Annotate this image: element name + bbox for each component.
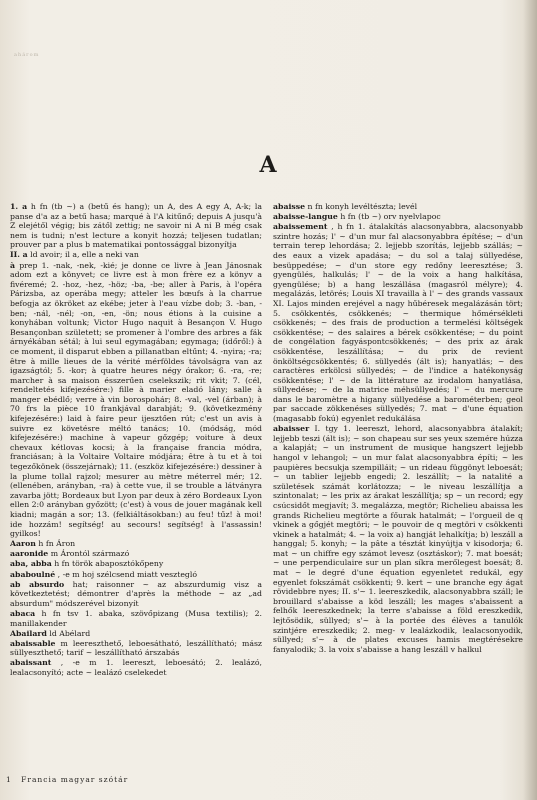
- entry-headword: Abailard: [10, 628, 47, 638]
- entry-headword: aaronide: [10, 549, 49, 559]
- entry-headword: abaissement: [273, 222, 328, 232]
- entry-headword: à: [10, 260, 16, 270]
- dictionary-entry: [10, 261, 262, 539]
- right-column: [273, 202, 523, 762]
- entry-headword: abaisse-langue: [273, 212, 338, 222]
- entry-definition: m leereszthető, leboesátható, leszállítható; mász süllyeszthető; tarif ~ leszállítható árszabás: [10, 638, 262, 658]
- entry-headword: 1. a: [10, 202, 28, 211]
- entry-headword: ababoulné: [10, 569, 56, 579]
- entry-headword: ab absurdo: [10, 579, 65, 589]
- entry-headword: abaca: [10, 608, 36, 618]
- entry-definition: h fn (tb ~) orv nyelvlapoc: [337, 212, 441, 222]
- entry-definition: , h fn 1. átalakítás alacsonyabbra, alacsonyabb szintre hozás; l' ~ d'un mur fal alacsonyabbra építése; ~ d'un terrain terep lehordása; 2. lejjebb szorítás, lejjebb szállás; ~ des eaux a vizek apadása; ~ du sol a talaj süllyedése, besüppedése; ~ d'un store egy redőny leeresztése; 3. gyengülés, halkulás; l' ~ de la voix a hang halkítása, gyengülése; b) a hang leszállása (magasról mélyre); 4. megalázás, letörés; Louis XI travailla à l' ~ des grands vassaux XI. Lajos minden erejével a nagy hűbéresek megalázásán tört; 5. csökkentés, csökkenés; ~ thermique hőmérsékleti csökkenés; ~ des frais de production a termelési költségek csökkentése; ~ des salaires a bérek csökkentése; ~ du point de congélation fagyáspontcsökkenés; ~ des prix az árak csökkentése, leszállítása; ~ du prix de revient önköltségcsökkentés; 6. süllyedés (ált is); hanyatlás; ~ des caractères erkölcsi süllyedés; ~ de l'indice a hatékonyság csökkentése; l' ~ de la littérature az irodalom hanyatlása, süllyedése; ~ de la matrice méhsüllyedés; l' ~ du mercure dans le baromètre a higany süllyedése a barométerben; geol par saccade zökkenéses süllyedés; 7. mat ~ d'une équation (magasabb fokú) egyenlet redukálása: [273, 222, 523, 424]
- entry-definition: h fn török abaposztókőpeny: [51, 559, 164, 569]
- entry-definition: h fn (tb ~) a (betű és hang); un A, des A egy A, A-k; la panse d'a az a betű hasa; marqué à l'A kitűnő; depuis A jusqu'à Z elejétől végig; bis zátől zettig; ne savoir ni A ni B még csak nem is tudni; n'est lecture a konyit hozzá; teljesen tudatlan; prouver par a plus b matematikai pontossággal bizonyítja: [10, 202, 262, 250]
- dictionary-entry: [10, 250, 262, 260]
- dictionary-entry: [10, 609, 262, 628]
- dictionary-entry: [10, 559, 262, 569]
- dictionary-entry: [10, 658, 262, 677]
- left-column: [10, 202, 262, 762]
- page-fold-shadow: [523, 0, 537, 800]
- entry-definition: n fn konyh levéltészta; levél: [305, 202, 418, 211]
- entry-headword: Aaron: [10, 539, 36, 549]
- running-head: ahárom: [14, 52, 40, 58]
- dictionary-entry: [10, 580, 262, 609]
- entry-definition: I. tgy 1. leereszt, lehord, alacsonyabbra átalakít; lejjebb teszi (ált is); ~ son chapeau sur ses yeux szemére húzza a kalapját; ~ un instrument de musique hangszert lejjebb hangol v lehangol; ~ un mur falat alacsonyabbra építi; ~ les paupières becsukja szempilláit; ~ un rideau függönyt leboesát; ~ un tablier lejjebb engedi; 2. leszállít; ~ la natalité a születések számát korlátozza; ~ le niveau leszállítja a szintonalat; ~ les prix az árakat leszállítja; sp ~ un record; egy csúcsidőt megjavít; 3. megalázza, megtör; Richelieu abaissa les grands Richelieu megtörte a főurak hatalmát; ~ l'orgueil de q vkinek a gőgjét megtöri; ~ le pouvoir de q megtöri v csökkenti vkinek a hatalmát; 4. ~ la voix a) hangját lehalkítja; b) leszáll a hanggal; 5. konyh; ~ la pâte a tésztát kinyújtja v kisodorja; 6. mat ~ un chiffre egy számot levesz (osztáskor); 7. mat boesát; ~ une perpendiculaire sur un plan síkra merőlegest boesát; 8. mat ~ le degré d'une équation egyenletet redukál, egy egyenlet fokszámát csökkenti; 9. kert ~ une branche egy ágat rövidebbre nyes; II. s'~ 1. leereszkedik, alacsonyabbra száll; le brouillard s'abaisse a köd leszáll; les mages s'abaissent a felhők leereszkednek; la terre s'abaisse a föld ereszkedik, lejtősödik, süllyed; s'~ à la portée des élèves a tanulók szintjére ereszkedik; 2. meg- v lealázkodik, lealacsonyodik, süllyed; s'~ à de plates excuses hamis megtérésekre fanyalodik; 3. la voix s'abaisse a hang leszáll v halkul: [273, 424, 523, 654]
- entry-headword: abaissable: [10, 638, 56, 648]
- entry-definition: m Árontól származó: [48, 549, 130, 559]
- entry-headword: abaissant: [10, 658, 52, 668]
- dictionary-entry: [10, 539, 262, 549]
- entry-definition: ld Abélard: [46, 628, 91, 638]
- dictionary-entry: [10, 639, 262, 658]
- dictionary-entry: [273, 212, 523, 222]
- entry-headword: aba, abba: [10, 559, 52, 569]
- entry-headword: abaisse: [273, 202, 306, 211]
- book-title: Francia magyar szótár: [21, 775, 129, 784]
- entry-definition: hat; raisonner ~ az abszurdumig visz a következtetést; démontrer d'après la méthode ~ az „ad absurdum" módszerével bizonyít: [10, 579, 262, 608]
- dictionary-entry: [10, 570, 262, 580]
- dictionary-entry: [273, 202, 523, 212]
- dictionary-entry: [273, 424, 523, 654]
- dictionary-entry: [10, 202, 262, 250]
- page-footer: [6, 775, 128, 784]
- page-number: 1: [6, 775, 12, 784]
- entry-definition: prep 1. -nak, -nek, -kié; je donne ce livre à Jean Jánosnak adom ezt a könyvet; ce livre est à mon frère ez a könyv a fivéremé; 2. -hoz, -hez, -höz; -ba, -be; aller à Paris, à l'opéra Párizsba, az operába megy; atteler les bœufs à la charrue befogja az ökröket az ekébe; jeter à l'eau vízbe dob; 3. -ban, -ben; -nál, -nél; -on, -en, -ön; nous étions à la cuisine a konyhában voltunk; Victor Hugo naquit à Besançon V. Hugo Besançonban született; se promener à l'ombre des arbres a fák árnyékában sétál; à lui seul egymagában; egymaga; (időről:) à ce moment, il disparut ebben a pillanatban eltűnt; 4. -nyira; -ra; être à mille lieues de la vérité mérföldes távolságra van az igazságtól; 5. -kor; à quatre heures négy órakor; 6. -ra, -re; marcher à sa maison ésszerűen cselekszik; rit vkit; 7. (cél, rendeltetés kifejezésére:) fille à marier eladó lány; salle à manger ebédlő; verre à vin borospohár; 8. -val, -vel (árban); à 70 frs la pièce 10 frankjával darabját; 9. (következmény kifejezésére:) laid à faire peur ijesztően rút; c'est un avis à suivre ez követésre méltó tanács; 10. (módság, mód kifejezésére:) machine à vapeur gőzgép; voiture à deux chevaux kétlovas kocsi; à la française francia módra, franciásan; à la Voltaire Voltaire módjára; être à tu et à toi tegezőkönek (összejárnak); 11. (eszköz kifejezésére:) dessiner à la plume tollal rajzol; mesurer au mètre méterrel mér; 12. (ellenében, arányban, -ra) à cette vue, il se trouble a látványra zavarba jött; Bordeaux but Lyon par deux à zéro Bordeaux Lyon ellen 2:0 arányban győzött; (c'est) à vous de jouer magának kell kiadni; magán a sor; 13. (felkiáltásokban:) au feu! tűz! à moi! ide hozzám! segítség! au secours! segítség! à l'assassin! gyilkos!: [10, 260, 262, 539]
- entry-definition: , -e m hoj szélcsend miatt vesztegló: [55, 569, 198, 579]
- dictionary-entry: [10, 549, 262, 559]
- entry-definition: h fn Áron: [35, 539, 76, 549]
- entry-headword: II. a: [10, 250, 28, 260]
- entry-definition: h fn tsv 1. abaka, szövőpizang (Musa textilis); 2. manillakender: [10, 608, 262, 628]
- dictionary-entry: [10, 629, 262, 639]
- entry-definition: , -e m 1. leereszt, leboesátó; 2. lealázó, lealacsonyító; acte ~ lealázó cselekedet: [10, 658, 262, 677]
- entry-definition: ld avoir; il a, elle a neki van: [27, 250, 139, 260]
- section-letter: A: [259, 152, 278, 178]
- dictionary-entry: [273, 222, 523, 423]
- entry-headword: abaisser: [273, 424, 310, 434]
